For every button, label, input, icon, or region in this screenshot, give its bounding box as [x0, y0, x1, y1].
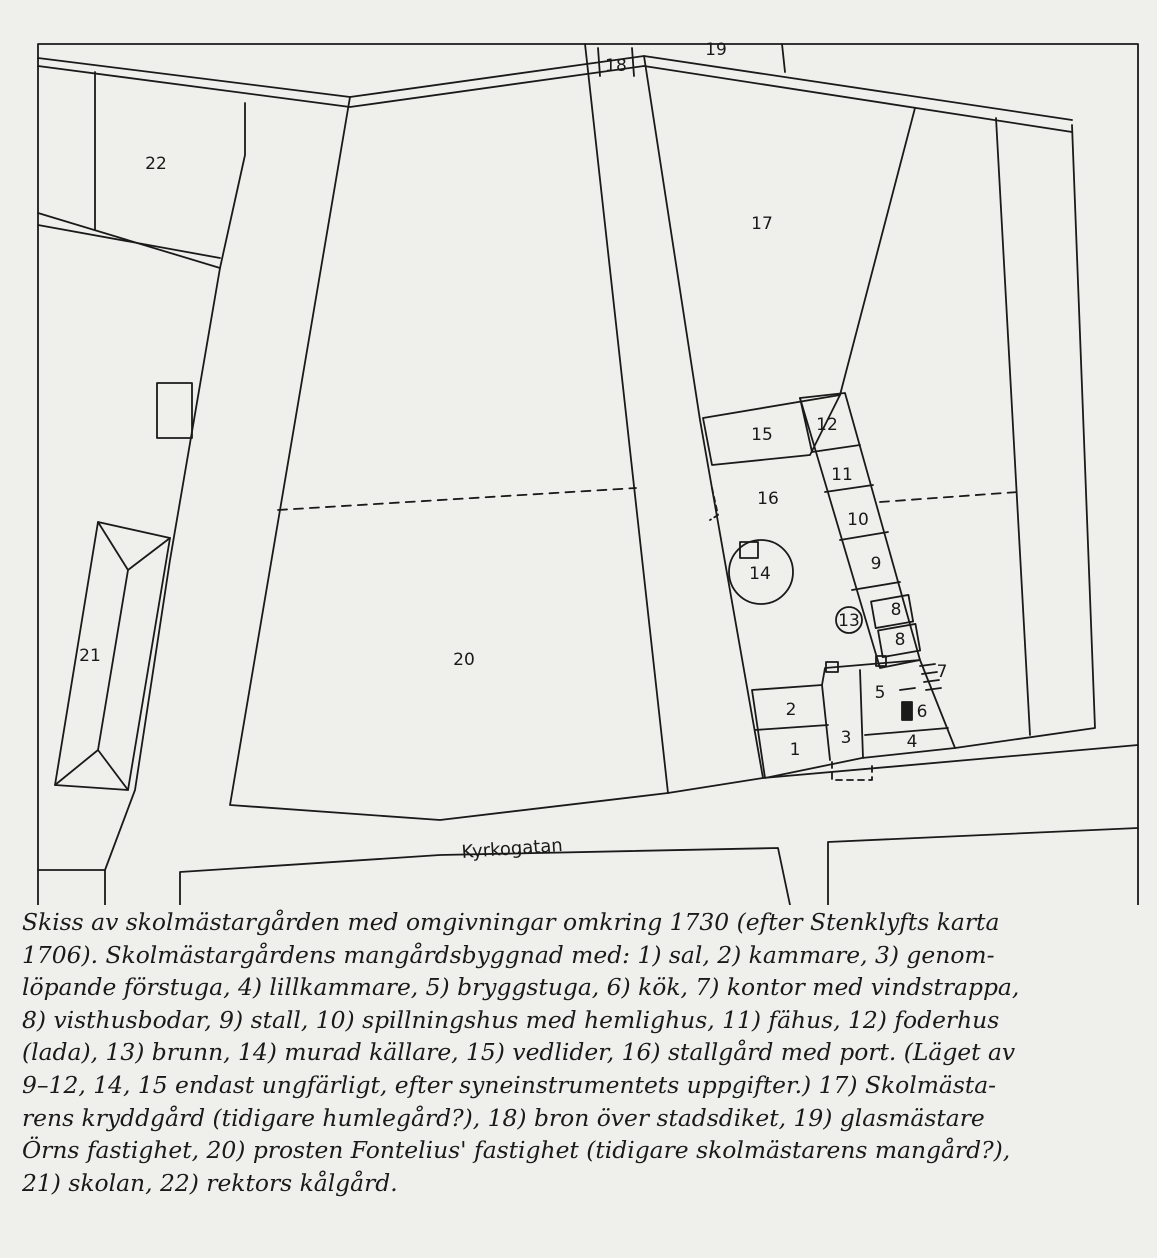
room-label-7: 7	[936, 662, 948, 682]
room-label-1: 1	[789, 740, 801, 760]
room-label-8b: 8	[894, 630, 906, 650]
parcel-22-south-line-2	[38, 225, 220, 258]
street-label-kyrkogatan: Kyrkogatan	[460, 834, 564, 863]
room-label-9: 9	[870, 554, 882, 574]
northern-road-outer	[38, 56, 1072, 120]
parcel-east-line	[996, 118, 1030, 735]
map-frame	[38, 44, 1138, 905]
room-label-3: 3	[840, 728, 852, 748]
caption-line: Skiss av skolmästargården med omgivningar omkring 1730 (efter Stenklyfts karta	[22, 908, 1000, 936]
room-label-10: 10	[847, 510, 869, 530]
room-label-6: 6	[916, 702, 928, 722]
cellar-14-entrance	[740, 542, 758, 558]
caption-line: löpande förstuga, 4) lillkammare, 5) bryggstuga, 6) kök, 7) kontor med vindstrappa,	[22, 973, 1020, 1002]
caption-line: 21) skolan, 22) rektors kålgård.	[22, 1168, 398, 1197]
west-property-line	[105, 268, 220, 870]
parcel-label-18: 18	[605, 56, 627, 76]
room-label-8a: 8	[890, 600, 902, 620]
kyrkogatan-upper	[668, 745, 1138, 793]
kyrkogatan-north-edge	[38, 848, 790, 905]
room-label-5: 5	[874, 683, 886, 703]
caption-line: 1706). Skolmästargårdens mangårdsbyggnad med: 1) sal, 2) kammare, 3) genom-	[22, 940, 995, 969]
kyrkogatan-south-edge	[828, 828, 1138, 905]
parcel-label-22: 22	[145, 154, 167, 174]
figure-caption	[22, 906, 1142, 1199]
caption-line: 9–12, 14, 15 endast ungfärligt, efter syneinstrumentets uppgifter.) 17) Skolmästa-	[22, 1070, 997, 1099]
parcel-22-south-line	[38, 213, 220, 268]
northern-road-inner	[38, 66, 1072, 132]
room-label-4: 4	[906, 732, 918, 752]
caption-line: 8) visthusbodar, 9) stall, 10) spillningshus med hemlighus, 11) fähus, 12) foderhus	[22, 1005, 1000, 1034]
caption-line: rens kryddgård (tidigare humlegård?), 18) bron över stadsdiket, 19) glasmästare	[22, 1103, 985, 1132]
room-6-stove	[902, 702, 912, 720]
parcel-17-boundary	[644, 56, 763, 778]
room-label-13: 13	[838, 611, 860, 631]
room-label-12: 12	[816, 415, 838, 435]
small-building-west	[157, 383, 192, 438]
room-label-15: 15	[751, 425, 773, 445]
room-label-11: 11	[831, 465, 853, 485]
parcel-label-21: 21	[79, 646, 101, 666]
room-label-2: 2	[785, 700, 797, 720]
school-building-21	[55, 522, 170, 790]
parcel-label-17: 17	[751, 214, 773, 234]
parcel-20-boundary	[230, 44, 668, 820]
room-label-14: 14	[749, 564, 771, 584]
parcel-17-east-line	[840, 108, 915, 395]
parcel-20-dashed-line	[278, 488, 636, 510]
school-roof-lines	[55, 522, 170, 790]
room-label-16: 16	[757, 489, 779, 509]
courtyard-dashed-line	[880, 492, 1018, 502]
caption-line: (lada), 13) brunn, 14) murad källare, 15) vedlider, 16) stallgård med port. (Läget av	[22, 1038, 1016, 1067]
parcel-19-divider	[782, 44, 785, 72]
caption-line: Örns fastighet, 20) prosten Fontelius' fastighet (tidigare skolmästarens mangård?),	[22, 1136, 1011, 1165]
parcel-label-19: 19	[705, 40, 727, 60]
parcel-label-20: 20	[453, 650, 475, 670]
